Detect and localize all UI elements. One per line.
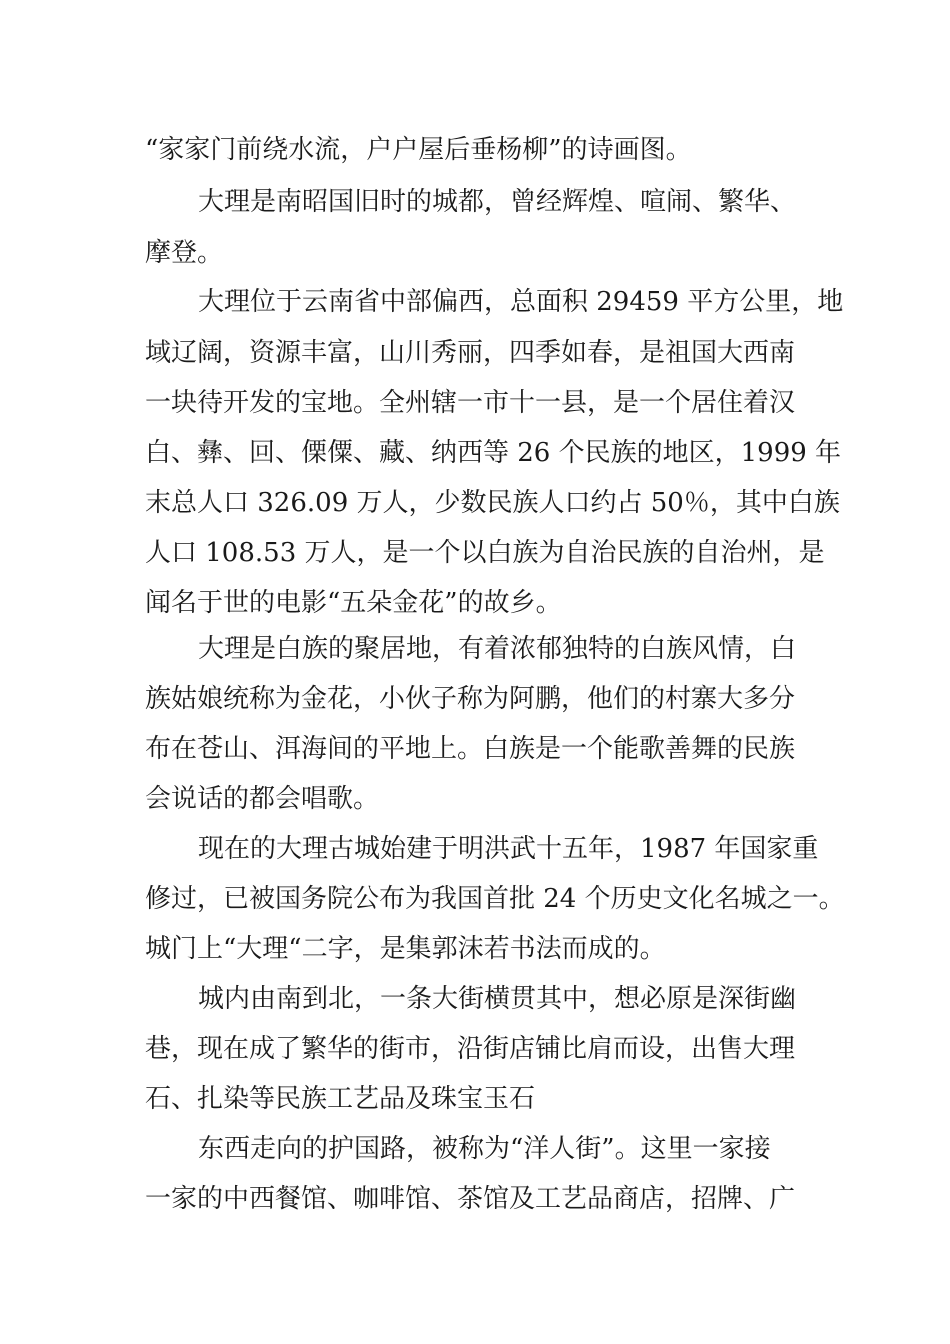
text-line: 修过，已被国务院公布为我国首批 24 个历史文化名城之一。 <box>145 884 845 914</box>
text-line: 闻名于世的电影“五朵金花”的故乡。 <box>145 588 562 618</box>
text-line: 会说话的都会唱歌。 <box>145 784 380 814</box>
text-line: 域辽阔，资源丰富，山川秀丽，四季如春，是祖国大西南 <box>145 338 796 368</box>
text-line: 巷，现在成了繁华的街市，沿街店铺比肩而设，出售大理 <box>145 1034 796 1064</box>
text-line: 布在苍山、洱海间的平地上。白族是一个能歌善舞的民族 <box>145 734 796 764</box>
text-line: 族姑娘统称为金花，小伙子称为阿鹏，他们的村寨大多分 <box>145 684 796 714</box>
text-line: 城门上“大理“二字，是集郭沫若书法而成的。 <box>145 934 666 964</box>
text-line: 一家的中西餐馆、咖啡馆、茶馆及工艺品商店，招牌、广 <box>145 1184 796 1214</box>
paragraph-first-line: 大理是南昭国旧时的城都，曾经辉煌、喧闹、繁华、 <box>198 187 797 217</box>
paragraph-first-line: 城内由南到北，一条大街横贯其中，想必原是深街幽 <box>198 984 797 1014</box>
paragraph-first-line: 大理是白族的聚居地，有着浓郁独特的白族风情，白 <box>198 634 797 664</box>
paragraph-first-line: 现在的大理古城始建于明洪武十五年，1987 年国家重 <box>198 834 819 864</box>
text-line: 摩登。 <box>145 238 224 268</box>
text-line: “家家门前绕水流，户户屋后垂杨柳”的诗画图。 <box>145 135 692 165</box>
text-line: 白、彝、回、傈僳、藏、纳西等 26 个民族的地区，1999 年 <box>145 438 842 468</box>
text-line: 一块待开发的宝地。全州辖一市十一县，是一个居住着汉 <box>145 388 796 418</box>
text-line: 末总人口 326.09 万人，少数民族人口约占 50％，其中白族 <box>145 488 840 518</box>
paragraph-first-line: 大理位于云南省中部偏西，总面积 29459 平方公里，地 <box>198 287 844 317</box>
paragraph-first-line: 东西走向的护国路，被称为“洋人街”。这里一家接 <box>198 1134 771 1164</box>
text-line: 人口 108.53 万人，是一个以白族为自治民族的自治州，是 <box>145 538 825 568</box>
text-line: 石、扎染等民族工艺品及珠宝玉石 <box>145 1084 536 1114</box>
